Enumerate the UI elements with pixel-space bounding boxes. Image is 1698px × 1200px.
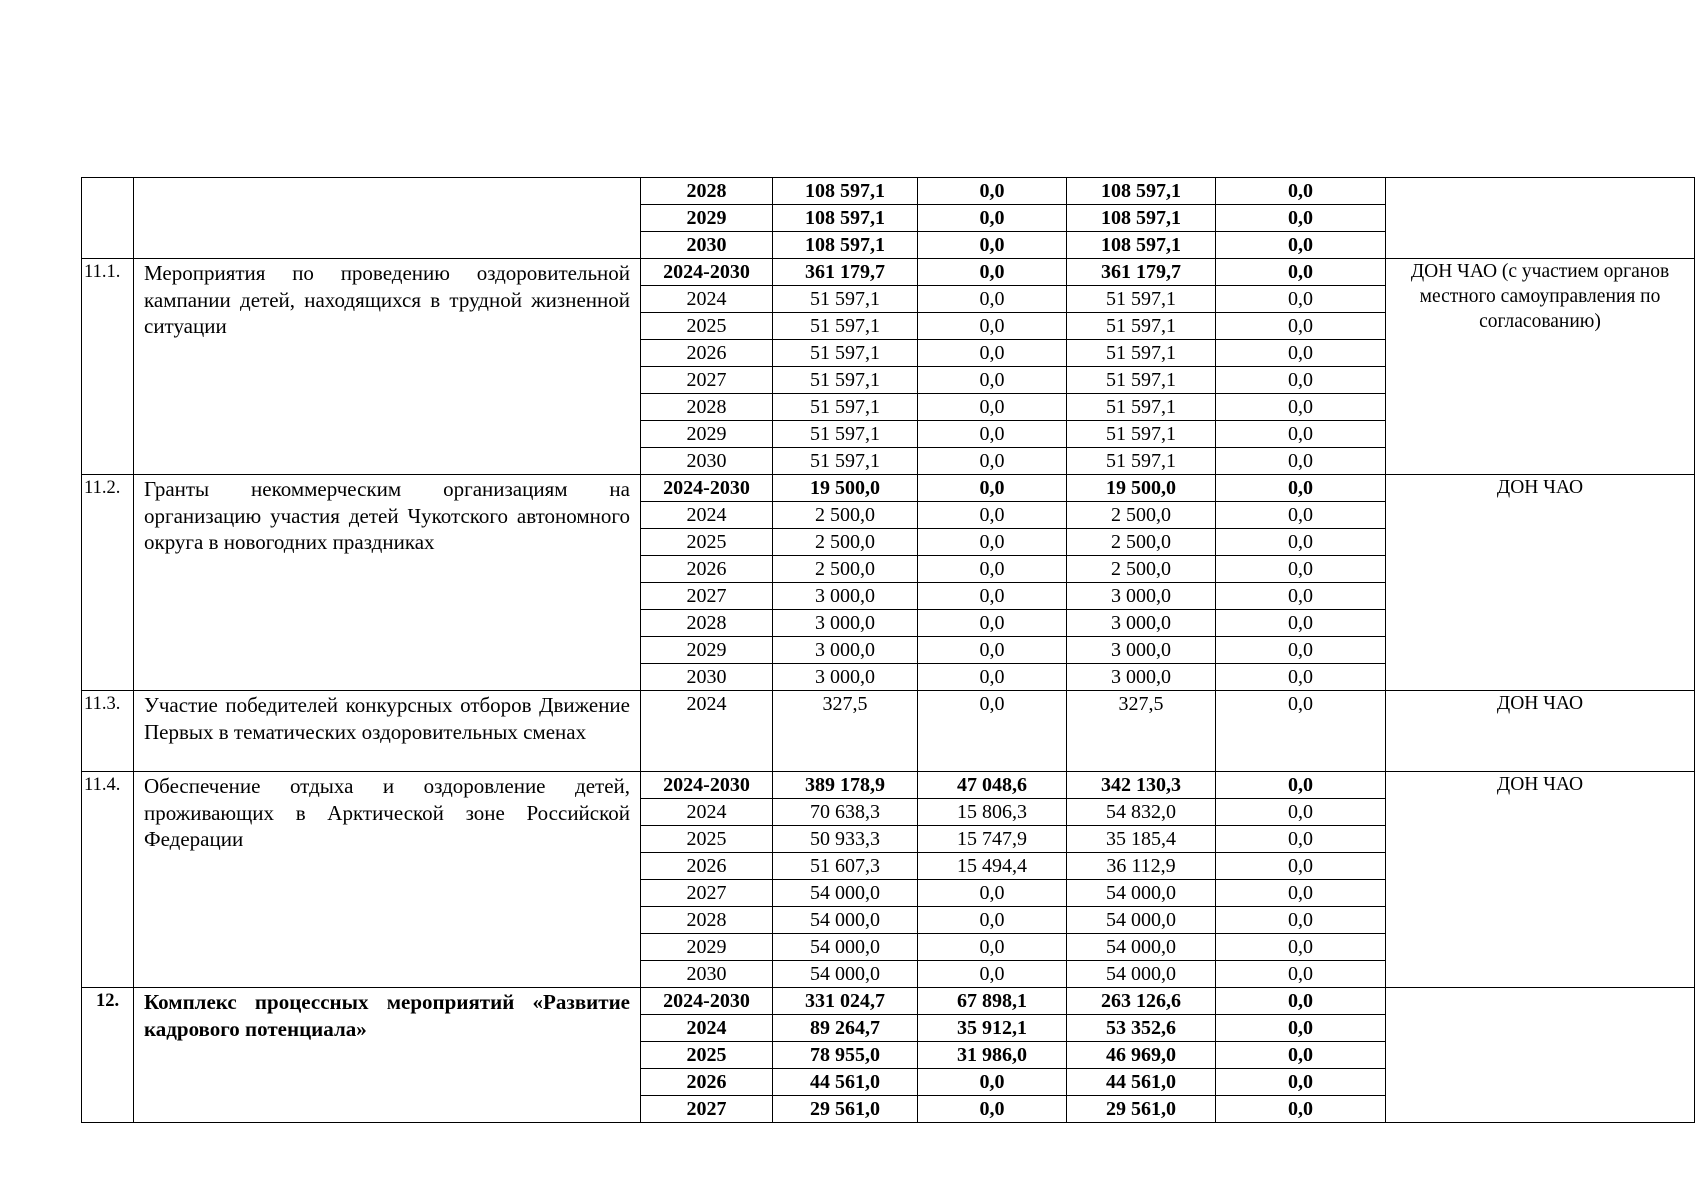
year-cell: 2026 [641,1069,773,1096]
total-cell: 51 607,3 [773,853,918,880]
total-cell: 2 500,0 [773,502,918,529]
section-number: 12. [82,988,134,1123]
table-row [82,772,1695,799]
other-sources-cell: 0,0 [1216,1069,1386,1096]
other-sources-cell: 0,0 [1216,313,1386,340]
federal-budget-cell: 0,0 [918,259,1067,286]
budget-table [81,177,1695,1123]
other-sources-cell: 0,0 [1216,394,1386,421]
year-cell: 2030 [641,664,773,691]
regional-budget-cell: 46 969,0 [1067,1042,1216,1069]
responsible-executor: ДОН ЧАО [1386,772,1695,988]
total-cell: 2 500,0 [773,529,918,556]
total-cell: 54 000,0 [773,961,918,988]
federal-budget-cell: 0,0 [918,637,1067,664]
total-cell: 3 000,0 [773,610,918,637]
total-cell: 51 597,1 [773,367,918,394]
other-sources-cell: 0,0 [1216,907,1386,934]
total-cell: 108 597,1 [773,205,918,232]
federal-budget-cell: 0,0 [918,421,1067,448]
year-cell: 2024-2030 [641,475,773,502]
year-cell: 2024 [641,691,773,772]
federal-budget-cell: 0,0 [918,367,1067,394]
regional-budget-cell: 51 597,1 [1067,421,1216,448]
regional-budget-cell: 35 185,4 [1067,826,1216,853]
total-cell: 54 000,0 [773,907,918,934]
year-cell: 2028 [641,394,773,421]
total-cell: 3 000,0 [773,664,918,691]
other-sources-cell: 0,0 [1216,1096,1386,1123]
total-cell: 51 597,1 [773,286,918,313]
regional-budget-cell: 54 000,0 [1067,934,1216,961]
regional-budget-cell: 29 561,0 [1067,1096,1216,1123]
year-cell: 2025 [641,826,773,853]
federal-budget-cell: 0,0 [918,286,1067,313]
other-sources-cell: 0,0 [1216,259,1386,286]
year-cell: 2030 [641,232,773,259]
regional-budget-cell: 51 597,1 [1067,286,1216,313]
total-cell: 108 597,1 [773,232,918,259]
other-sources-cell: 0,0 [1216,556,1386,583]
federal-budget-cell: 0,0 [918,529,1067,556]
total-cell: 361 179,7 [773,259,918,286]
other-sources-cell: 0,0 [1216,799,1386,826]
regional-budget-cell: 3 000,0 [1067,610,1216,637]
federal-budget-cell: 0,0 [918,448,1067,475]
other-sources-cell: 0,0 [1216,367,1386,394]
total-cell: 327,5 [773,691,918,772]
section-name-cell [134,178,641,259]
regional-budget-cell: 54 000,0 [1067,961,1216,988]
other-sources-cell: 0,0 [1216,988,1386,1015]
federal-budget-cell: 35 912,1 [918,1015,1067,1042]
total-cell: 389 178,9 [773,772,918,799]
regional-budget-cell: 51 597,1 [1067,367,1216,394]
total-cell: 2 500,0 [773,556,918,583]
year-cell: 2029 [641,637,773,664]
regional-budget-cell: 53 352,6 [1067,1015,1216,1042]
regional-budget-cell: 361 179,7 [1067,259,1216,286]
section-number: 11.3. [82,691,134,772]
regional-budget-cell: 327,5 [1067,691,1216,772]
other-sources-cell: 0,0 [1216,529,1386,556]
total-cell: 54 000,0 [773,934,918,961]
federal-budget-cell: 0,0 [918,205,1067,232]
total-cell: 3 000,0 [773,583,918,610]
other-sources-cell: 0,0 [1216,610,1386,637]
other-sources-cell: 0,0 [1216,286,1386,313]
section-name: Обеспечение отдыха и оздоровление детей, проживающих в Арктической зоне Российской Федерации [134,772,641,988]
regional-budget-cell: 108 597,1 [1067,178,1216,205]
federal-budget-cell: 0,0 [918,691,1067,772]
total-cell: 89 264,7 [773,1015,918,1042]
regional-budget-cell: 54 000,0 [1067,907,1216,934]
other-sources-cell: 0,0 [1216,1015,1386,1042]
federal-budget-cell: 0,0 [918,394,1067,421]
regional-budget-cell: 44 561,0 [1067,1069,1216,1096]
regional-budget-cell: 2 500,0 [1067,529,1216,556]
other-sources-cell: 0,0 [1216,205,1386,232]
section-number: 11.4. [82,772,134,988]
total-cell: 51 597,1 [773,448,918,475]
section-name: Гранты некоммерческим организациям на организацию участия детей Чукотского автономного округа в новогодних праздниках [134,475,641,691]
responsible-executor [1386,988,1695,1123]
other-sources-cell: 0,0 [1216,853,1386,880]
year-cell: 2029 [641,205,773,232]
federal-budget-cell: 0,0 [918,313,1067,340]
regional-budget-cell: 51 597,1 [1067,448,1216,475]
section-number: 11.2. [82,475,134,691]
year-cell: 2027 [641,367,773,394]
year-cell: 2027 [641,1096,773,1123]
regional-budget-cell: 3 000,0 [1067,637,1216,664]
other-sources-cell: 0,0 [1216,583,1386,610]
federal-budget-cell: 67 898,1 [918,988,1067,1015]
year-cell: 2024-2030 [641,772,773,799]
total-cell: 29 561,0 [773,1096,918,1123]
other-sources-cell: 0,0 [1216,772,1386,799]
section-name: Участие победителей конкурсных отборов Движение Первых в тематических оздоровительных сменах [134,691,641,772]
federal-budget-cell: 0,0 [918,340,1067,367]
federal-budget-cell: 0,0 [918,664,1067,691]
year-cell: 2028 [641,610,773,637]
regional-budget-cell: 342 130,3 [1067,772,1216,799]
federal-budget-cell: 0,0 [918,961,1067,988]
regional-budget-cell: 2 500,0 [1067,502,1216,529]
table-row [82,259,1695,286]
total-cell: 70 638,3 [773,799,918,826]
regional-budget-cell: 51 597,1 [1067,394,1216,421]
total-cell: 51 597,1 [773,340,918,367]
other-sources-cell: 0,0 [1216,880,1386,907]
regional-budget-cell: 54 000,0 [1067,880,1216,907]
regional-budget-cell: 108 597,1 [1067,232,1216,259]
federal-budget-cell: 0,0 [918,1096,1067,1123]
federal-budget-cell: 0,0 [918,556,1067,583]
year-cell: 2025 [641,313,773,340]
federal-budget-cell: 0,0 [918,475,1067,502]
federal-budget-cell: 0,0 [918,178,1067,205]
total-cell: 51 597,1 [773,313,918,340]
regional-budget-cell: 54 832,0 [1067,799,1216,826]
other-sources-cell: 0,0 [1216,637,1386,664]
total-cell: 3 000,0 [773,637,918,664]
other-sources-cell: 0,0 [1216,340,1386,367]
federal-budget-cell: 0,0 [918,934,1067,961]
regional-budget-cell: 36 112,9 [1067,853,1216,880]
year-cell: 2030 [641,448,773,475]
table-row [82,475,1695,502]
year-cell: 2027 [641,880,773,907]
section-number-cell [82,178,134,259]
other-sources-cell: 0,0 [1216,961,1386,988]
total-cell: 44 561,0 [773,1069,918,1096]
responsible-executor: ДОН ЧАО [1386,691,1695,772]
other-sources-cell: 0,0 [1216,664,1386,691]
table-row [82,691,1695,772]
other-sources-cell: 0,0 [1216,826,1386,853]
federal-budget-cell: 0,0 [918,1069,1067,1096]
total-cell: 54 000,0 [773,880,918,907]
total-cell: 78 955,0 [773,1042,918,1069]
responsible-executor: ДОН ЧАО [1386,475,1695,691]
federal-budget-cell: 31 986,0 [918,1042,1067,1069]
other-sources-cell: 0,0 [1216,475,1386,502]
total-cell: 19 500,0 [773,475,918,502]
year-cell: 2024-2030 [641,988,773,1015]
year-cell: 2028 [641,907,773,934]
year-cell: 2027 [641,583,773,610]
other-sources-cell: 0,0 [1216,934,1386,961]
total-cell: 51 597,1 [773,421,918,448]
regional-budget-cell: 51 597,1 [1067,313,1216,340]
year-cell: 2029 [641,934,773,961]
other-sources-cell: 0,0 [1216,448,1386,475]
responsible-executor: ДОН ЧАО (с участием органов местного самоуправления по согласованию) [1386,259,1695,475]
federal-budget-cell: 0,0 [918,880,1067,907]
federal-budget-cell: 0,0 [918,583,1067,610]
regional-budget-cell: 2 500,0 [1067,556,1216,583]
other-sources-cell: 0,0 [1216,178,1386,205]
other-sources-cell: 0,0 [1216,421,1386,448]
year-cell: 2024 [641,1015,773,1042]
regional-budget-cell: 108 597,1 [1067,205,1216,232]
regional-budget-cell: 19 500,0 [1067,475,1216,502]
other-sources-cell: 0,0 [1216,502,1386,529]
federal-budget-cell: 0,0 [918,502,1067,529]
year-cell: 2026 [641,340,773,367]
total-cell: 51 597,1 [773,394,918,421]
year-cell: 2029 [641,421,773,448]
year-cell: 2024-2030 [641,259,773,286]
section-name: Комплекс процессных мероприятий «Развитие кадрового потенциала» [134,988,641,1123]
section-number: 11.1. [82,259,134,475]
federal-budget-cell: 0,0 [918,907,1067,934]
regional-budget-cell: 3 000,0 [1067,583,1216,610]
section-name: Мероприятия по проведению оздоровительной кампании детей, находящихся в трудной жизненной ситуации [134,259,641,475]
year-cell: 2025 [641,529,773,556]
year-cell: 2024 [641,799,773,826]
year-cell: 2026 [641,556,773,583]
year-cell: 2024 [641,286,773,313]
total-cell: 50 933,3 [773,826,918,853]
regional-budget-cell: 51 597,1 [1067,340,1216,367]
federal-budget-cell: 47 048,6 [918,772,1067,799]
responsible-cell [1386,178,1695,259]
federal-budget-cell: 15 494,4 [918,853,1067,880]
federal-budget-cell: 0,0 [918,610,1067,637]
table-row [82,988,1695,1015]
regional-budget-cell: 263 126,6 [1067,988,1216,1015]
federal-budget-cell: 0,0 [918,232,1067,259]
table-row [82,178,1695,205]
year-cell: 2030 [641,961,773,988]
federal-budget-cell: 15 806,3 [918,799,1067,826]
total-cell: 331 024,7 [773,988,918,1015]
year-cell: 2026 [641,853,773,880]
other-sources-cell: 0,0 [1216,1042,1386,1069]
year-cell: 2025 [641,1042,773,1069]
other-sources-cell: 0,0 [1216,691,1386,772]
federal-budget-cell: 15 747,9 [918,826,1067,853]
year-cell: 2028 [641,178,773,205]
regional-budget-cell: 3 000,0 [1067,664,1216,691]
year-cell: 2024 [641,502,773,529]
total-cell: 108 597,1 [773,178,918,205]
other-sources-cell: 0,0 [1216,232,1386,259]
